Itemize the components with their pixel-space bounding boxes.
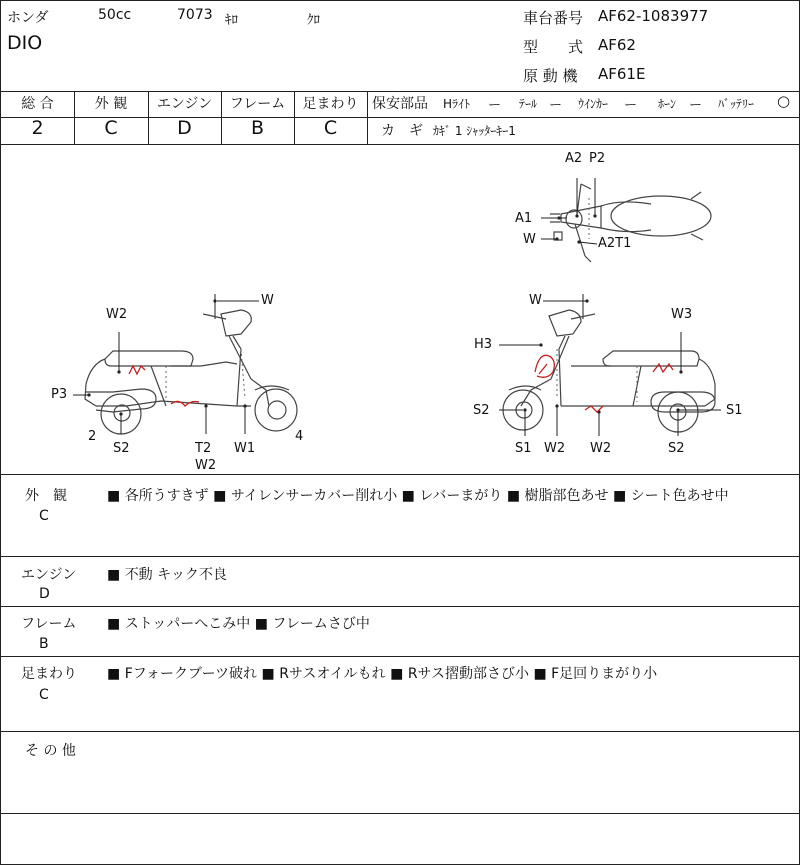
diagram-label-w2-right-a: W2 <box>544 441 566 456</box>
maker: ホンダ <box>7 10 49 26</box>
diagram-label-w2-bottom: W2 <box>195 458 217 473</box>
type-value: AF62 <box>598 36 636 54</box>
displacement: 50cc <box>98 7 132 23</box>
bullet: ■ <box>254 616 268 632</box>
grade-frame: B <box>250 117 265 139</box>
note-item: 樹脂部色あせ <box>524 488 609 504</box>
grade-header-exterior: 外 観 <box>94 96 128 112</box>
bullet: ■ <box>213 488 227 504</box>
diagram-label-2: 2 <box>88 429 97 444</box>
remark-grade-frame: B <box>39 636 49 652</box>
safety-horn: ﾎｰﾝ <box>658 97 677 111</box>
grade-overall: 2 <box>31 117 44 139</box>
note-item: 不動 キック不良 <box>124 567 227 583</box>
remark-grade-suspension: C <box>39 687 49 703</box>
grade-header-overall: 総 合 <box>21 96 54 112</box>
safety-label: 保安部品 <box>372 96 428 112</box>
grade-exterior: C <box>104 117 118 139</box>
frame-no: AF62-1083977 <box>598 7 709 25</box>
remark-label-suspension: 足まわり <box>21 666 77 682</box>
diagram-label-s1-bottom: S1 <box>515 441 532 456</box>
frame-no-label: 車台番号 <box>523 9 584 27</box>
remark-notes-suspension <box>107 663 657 683</box>
note-item: Rサスオイルもれ <box>279 666 386 682</box>
diagram-label-w1: W1 <box>234 441 256 456</box>
safety-battery-mark: ○ <box>777 92 791 110</box>
remark-notes-engine <box>107 564 227 584</box>
safety-taillight-mark: ー <box>549 98 563 113</box>
remark-label-frame: フレーム <box>21 616 77 632</box>
engine-label: 原 動 機 <box>523 67 578 85</box>
remark-notes-frame <box>107 613 370 633</box>
mileage-unit: ｷﾛ <box>225 13 238 28</box>
diagram-label-p3: P3 <box>51 387 68 402</box>
grade-suspension: C <box>323 117 338 139</box>
diagram-label-a2t1: A2T1 <box>598 236 632 251</box>
note-item: Rサス摺動部さび小 <box>407 666 529 682</box>
bullet: ■ <box>506 488 521 504</box>
diagram-label-s2-right: S2 <box>473 403 490 418</box>
mileage: 7073 <box>177 7 213 23</box>
grade-header-engine: エンジン <box>156 96 213 112</box>
key-value: ｶｷﾞ 1 ｼｬｯﾀｰｷｰ1 <box>433 124 516 138</box>
note-item: シート色あせ中 <box>630 488 729 504</box>
safety-horn-mark: ー <box>689 98 703 113</box>
diagram-label-s2-bottom: S2 <box>668 441 685 456</box>
remark-label-other: そ の 他 <box>25 743 76 759</box>
bullet: ■ <box>107 616 121 632</box>
safety-winker-mark: ー <box>624 98 638 113</box>
bullet: ■ <box>401 488 415 504</box>
diagram-label-s2-left: S2 <box>113 441 130 456</box>
bullet: ■ <box>107 488 121 504</box>
type-label: 型 式 <box>523 38 584 56</box>
model-name: DIO <box>7 32 43 54</box>
diagram-label-4: 4 <box>295 429 304 444</box>
key-label: カ ギ <box>381 123 423 139</box>
grade-header-suspension: 足まわり <box>302 96 359 112</box>
diagram-label-h3: H3 <box>474 337 493 352</box>
note-item: フレームさび中 <box>272 616 370 632</box>
safety-headlight-mark: ー <box>488 98 502 113</box>
safety-taillight: ﾃｰﾙ <box>519 97 538 111</box>
header-divider <box>1 91 800 92</box>
bullet: ■ <box>261 666 275 682</box>
grade-engine: D <box>177 117 192 139</box>
diagram-label-t2: T2 <box>195 441 212 456</box>
note-item: ストッパーへこみ中 <box>124 616 251 632</box>
safety-battery: ﾊﾞｯﾃﾘｰ <box>718 97 755 111</box>
diagram-label-a1: A1 <box>515 211 533 226</box>
remark-label-exterior: 外 観 <box>25 488 67 504</box>
note-item: レバーまがり <box>419 488 503 504</box>
note-item: F足回りまがり小 <box>551 666 658 682</box>
diagram-label-p2: P2 <box>589 151 606 166</box>
diagram-label-a2: A2 <box>565 151 583 166</box>
bullet: ■ <box>107 567 121 583</box>
diagram-label-w-right: W <box>529 293 542 308</box>
bullet: ■ <box>533 666 547 682</box>
diagram-label-w-top: W <box>523 232 536 247</box>
bullet: ■ <box>390 666 404 682</box>
safety-headlight: Hﾗｲﾄ <box>443 97 471 111</box>
damage-diagram <box>1 144 800 474</box>
note-item: Fフォークブーツ破れ <box>124 666 258 682</box>
diagram-label-w3: W3 <box>671 307 693 322</box>
remark-grade-engine: D <box>39 586 50 602</box>
note-item: サイレンサーカバー削れ小 <box>230 488 398 504</box>
diagram-label-w2-left: W2 <box>106 307 128 322</box>
grade-header-frame: フレーム <box>229 96 286 112</box>
remark-notes-exterior <box>107 485 729 505</box>
color: ｸﾛ <box>307 13 320 28</box>
note-item: 各所うすきず <box>124 488 209 504</box>
remark-label-engine: エンジン <box>21 567 77 583</box>
safety-winker: ｳｲﾝｶｰ <box>578 97 609 111</box>
diagram-label-w2-right-b: W2 <box>590 441 612 456</box>
bullet: ■ <box>612 488 627 504</box>
diagram-label-w-left: W <box>261 293 274 308</box>
diagram-label-s1-right: S1 <box>726 403 743 418</box>
remark-grade-exterior: C <box>39 508 49 524</box>
bullet: ■ <box>107 666 121 682</box>
diagram-bottom-divider <box>1 474 800 475</box>
engine-value: AF61E <box>598 65 646 83</box>
